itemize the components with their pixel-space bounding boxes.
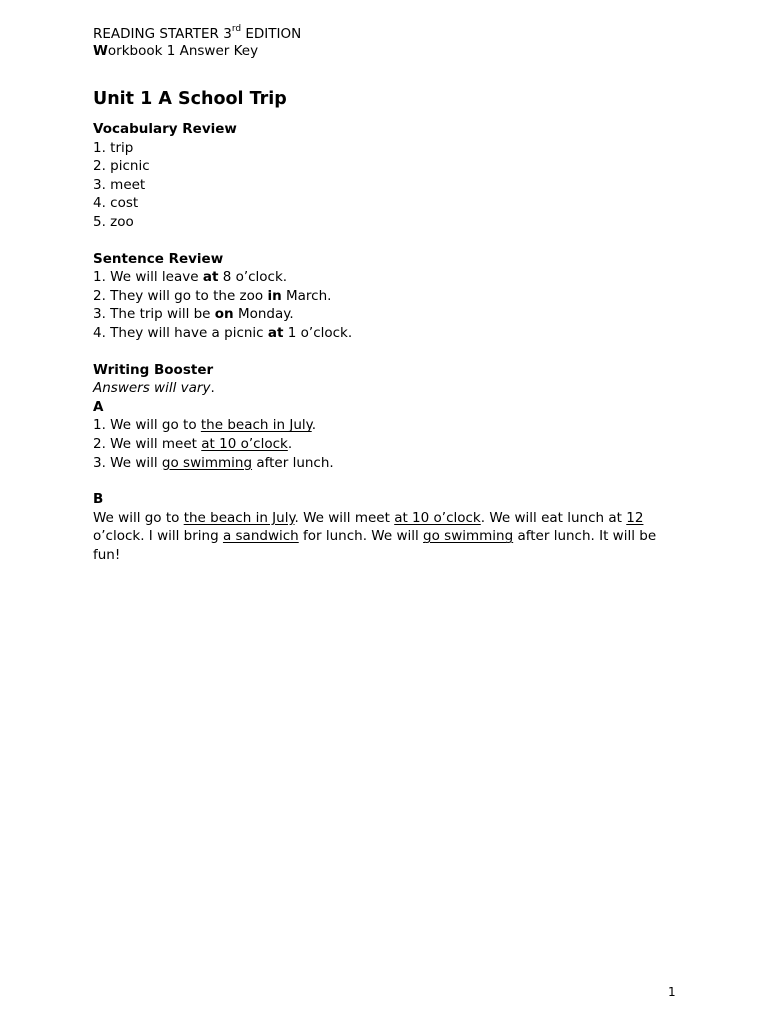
vocab-item: 4. cost [93,195,139,212]
page-number: 1 [668,985,676,999]
book-title [93,26,683,43]
part-a-item: 3. We will go swimming after lunch. [93,454,334,471]
sentence-item: 1. We will leave at 8 o’clock. [93,269,288,286]
book-title-suffix: EDITION [241,26,302,42]
vocabulary-heading: Vocabulary Review [93,121,237,137]
sentence-item: 3. The trip will be on Monday. [93,306,294,323]
unit-title: Unit 1 A School Trip [93,89,287,109]
book-title-text: READING STARTER 3 [93,26,232,42]
part-a-item: 1. We will go to the beach in July. [93,417,316,434]
vocab-item: 3. meet [93,176,146,193]
sentence-heading: Sentence Review [93,250,224,267]
part-a-label: A [93,398,104,415]
workbook-subtitle [93,43,683,60]
answers-note: Answers will vary. [93,380,215,397]
edition-superscript: rd [231,24,242,34]
workbook-subtitle-rest: orkbook 1 Answer Key [107,43,259,59]
workbook-subtitle-initial: W [93,43,108,59]
vocab-item: 5. zoo [93,213,134,230]
vocab-item: 2. picnic [93,158,150,175]
answer-key-page [93,26,683,564]
sentence-item: 2. They will go to the zoo in March. [93,287,332,304]
sentence-item: 4. They will have a picnic at 1 o’clock. [93,324,353,341]
writing-heading: Writing Booster [93,361,214,378]
part-b-paragraph: We will go to the beach in July. We will meet at 10 o’clock. We will eat lunch at 12 o’clock. I will bring a sandwich for lunch. We will go swimming after lunch. It will be fun! [93,509,657,563]
part-b-label: B [93,491,104,508]
part-a-item: 2. We will meet at 10 o’clock. [93,435,293,452]
vocab-item: 1. trip [93,139,134,156]
